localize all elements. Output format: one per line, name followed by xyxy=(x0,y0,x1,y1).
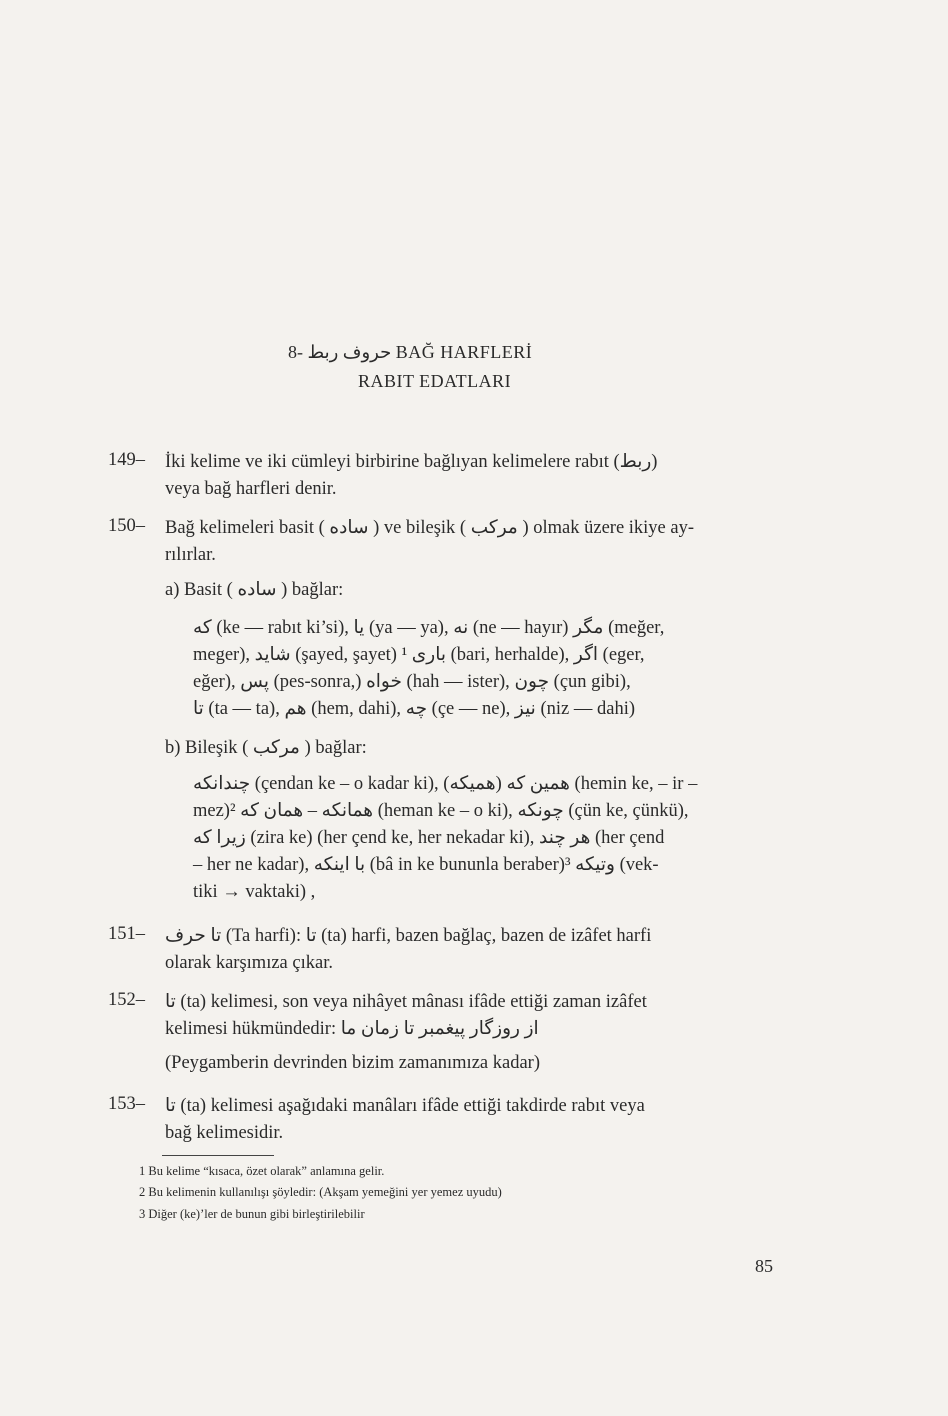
subsection-b-line5: tiki → vaktaki) , xyxy=(193,882,316,902)
subsection-a-line4: تا (ta — ta), هم (hem, dahi), چه (çe — ne), نيز (niz — dahi) xyxy=(193,699,635,719)
item-150-line2: rılırlar. xyxy=(165,545,216,565)
item-number-151: 151– xyxy=(108,924,145,944)
subsection-a-line1: كه (ke — rabıt ki’si), يا (ya — ya), نه (ne — hayır) مگر (meğer, xyxy=(193,618,665,638)
section-heading: 8- حروف ربط BAĞ HARFLERİ xyxy=(288,342,533,362)
subsection-b-line2: mez)² همانكه – همان كه (heman ke – o ki), چونكه (çün ke, çünkü), xyxy=(193,801,689,821)
subsection-b-heading: b) Bileşik ( مركب ) bağlar: xyxy=(165,738,367,758)
item-152-line3: (Peygamberin devrinden bizim zamanımıza kadar) xyxy=(165,1053,540,1073)
item-151-line1: تا حرف (Ta harfi): تا (ta) harfi, bazen bağlaç, bazen de izâfet harfi xyxy=(165,926,652,946)
item-number-149: 149– xyxy=(108,450,145,470)
subsection-b-line4: – her ne kadar), با اينكه (bâ in ke bununla beraber)³ وتيكه (vek- xyxy=(193,855,659,875)
footnote-3: 3 Diğer (ke)’ler de bunun gibi birleştirilebilir xyxy=(139,1207,365,1221)
subsection-a-line3: eğer), پس (pes-sonra,) خواه (hah — ister), چون (çun gibi), xyxy=(193,672,631,692)
item-149-line1: İki kelime ve iki cümleyi birbirine bağlıyan kelimelere rabıt (ربط) xyxy=(165,452,658,472)
footnote-1: 1 Bu kelime “kısaca, özet olarak” anlamına gelir. xyxy=(139,1164,385,1178)
item-number-153: 153– xyxy=(108,1094,145,1114)
item-number-152: 152– xyxy=(108,990,145,1010)
section-subheading: RABIT EDATLARI xyxy=(358,371,512,391)
page-number: 85 xyxy=(755,1256,773,1276)
subsection-b-line1: چندانكه (çendan ke – o kadar ki), (هميكه) همين كه (hemin ke, – ir – xyxy=(193,774,698,794)
item-153-line2: bağ kelimesidir. xyxy=(165,1123,284,1143)
subsection-b-line3: زيرا كه (zira ke) (her çend ke, her nekadar ki), هر چند (her çend xyxy=(193,828,665,848)
item-152-line2: kelimesi hükmündedir: از روزگار پيغمبر تا زمان ما xyxy=(165,1019,539,1039)
item-153-line1: تا (ta) kelimesi aşağıdaki manâları ifâde ettiği takdirde rabıt veya xyxy=(165,1096,645,1116)
item-number-150: 150– xyxy=(108,516,145,536)
item-152-line1: تا (ta) kelimesi, son veya nihâyet mânası ifâde ettiği zaman izâfet xyxy=(165,992,647,1012)
item-149-line2: veya bağ harfleri denir. xyxy=(165,479,337,499)
item-150-line1: Bağ kelimeleri basit ( ساده ) ve bileşik ( مركب ) olmak üzere ikiye ay- xyxy=(165,518,695,538)
footnote-2: 2 Bu kelimenin kullanılışı şöyledir: (Akşam yemeğini yer yemez uyudu) xyxy=(139,1185,502,1199)
subsection-a-heading: a) Basit ( ساده ) bağlar: xyxy=(165,580,344,600)
item-151-line2: olarak karşımıza çıkar. xyxy=(165,953,333,973)
footnote-divider xyxy=(162,1155,274,1156)
subsection-a-line2: meger), شايد (şayed, şayet) بارى ¹ (bari, herhalde), اگر (eger, xyxy=(193,645,645,665)
